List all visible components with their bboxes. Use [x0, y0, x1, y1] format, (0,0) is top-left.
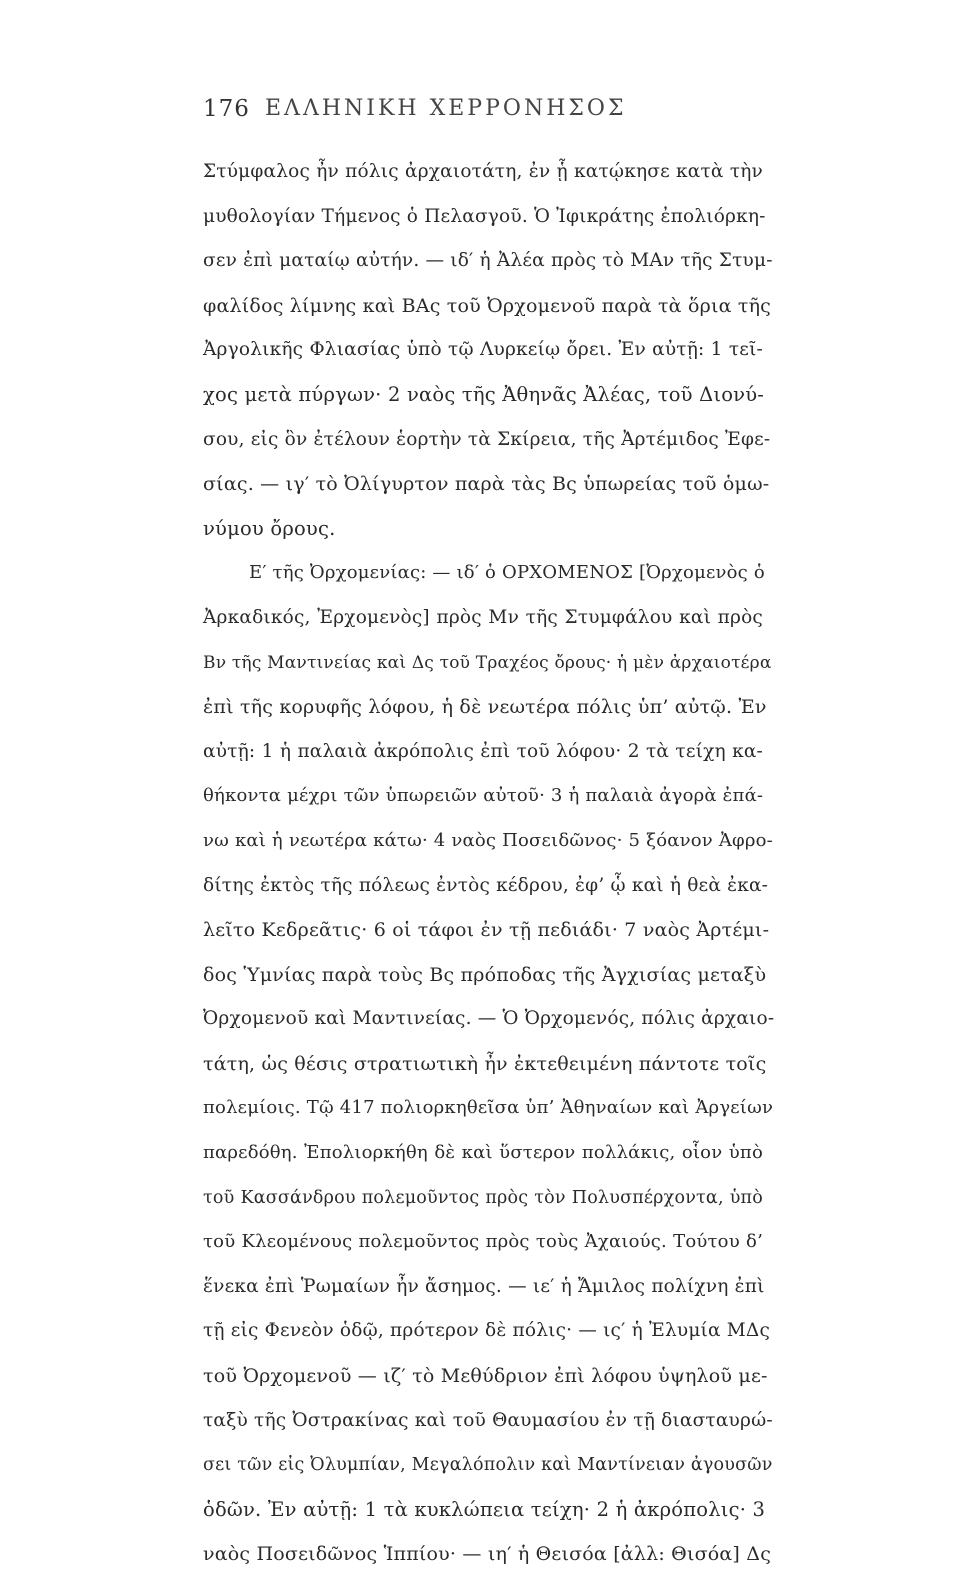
page-header: [203, 96, 763, 136]
text-line: τοῦ Κλεομένους πολεμοῦντος πρὸς τοὺς Ἀχαιούς. Τούτου δ’: [203, 1231, 763, 1253]
text-line: σει τῶν εἰς Ὀλυμπίαν, Μεγαλόπολιν καὶ Μαντίνειαν ἀγουσῶν: [203, 1455, 773, 1476]
text-line: Βν τῆς Μαντινείας καὶ Δς τοῦ Τραχέος ὄρους· ἡ μὲν ἀρχαιοτέρα: [203, 652, 772, 673]
running-title: ΕΛΛΗΝΙΚΗ ΧΕΡΡΟΝΗΣΟΣ: [265, 96, 627, 121]
text-line: Ἀργολικῆς Φλιασίας ὑπὸ τῷ Λυρκείῳ ὄρει. Ἐν αὐτῇ: 1 τεῖ-: [203, 339, 763, 361]
text-line: ναὸς Ποσειδῶνος Ἱππίου· — ιη′ ἡ Θεισόα [ἀλλ: Θισόα] Δς: [203, 1543, 772, 1566]
text-line: Ὀρχομενοῦ καὶ Μαντινείας. — Ὁ Ὀρχομενός, πόλις ἀρχαιο-: [203, 1008, 775, 1030]
text-line: παρεδόθη. Ἐπολιορκήθη δὲ καὶ ὕστερον πολλάκις, οἷον ὑπὸ: [203, 1142, 763, 1164]
text-line: λεῖτο Κεδρεᾶτις· 6 οἱ τάφοι ἐν τῇ πεδιάδι· 7 ναὸς Ἀρτέμι-: [203, 919, 770, 942]
text-line: τοῦ Κασσάνδρου πολεμοῦντος πρὸς τὸν Πολυσπέρχοντα, ὑπὸ: [203, 1187, 763, 1208]
text-line: Ἀρκαδικός, Ἐρχομενὸς] πρὸς Μν τῆς Στυμφάλου καὶ πρὸς: [203, 606, 763, 628]
text-line: τῇ εἰς Φενεὸν ὁδῷ, πρότερον δὲ πόλις· — ις′ ἡ Ἐλυμία ΜΔς: [203, 1320, 771, 1342]
text-line: μυθολογίαν Τήμενος ὁ Πελασγοῦ. Ὁ Ἰφικράτης ἐπολιόρκη-: [203, 205, 766, 227]
text-line: σίας. — ιγ′ τὸ Ὀλίγυρτον παρὰ τὰς Βς ὑπωρείας τοῦ ὁμω-: [203, 473, 770, 496]
text-line: δος Ὑμνίας παρὰ τοὺς Βς πρόποδας τῆς Ἀγχισίας μεταξὺ: [203, 963, 767, 986]
text-line: τοῦ Ὀρχομενοῦ — ιζ′ τὸ Μεθύδριον ἐπὶ λόφου ὑψηλοῦ με-: [203, 1365, 768, 1388]
text-line: τάτη, ὡς θέσις στρατιωτικὴ ἦν ἐκτεθειμένη πάντοτε τοῖς: [203, 1052, 767, 1075]
text-line: δίτης ἐκτὸς τῆς πόλεως ἐντὸς κέδρου, ἐφ’ ᾧ καὶ ἡ θεὰ ἐκα-: [203, 874, 769, 896]
text-line: πολεμίοις. Τῷ 417 πολιορκηθεῖσα ὑπ’ Ἀθηναίων καὶ Ἀργείων: [203, 1097, 774, 1119]
text-line: αὐτῇ: 1 ἡ παλαιὰ ἀκρόπολις ἐπὶ τοῦ λόφου· 2 τὰ τείχη κα-: [203, 740, 763, 762]
text-line: ἐπὶ τῆς κορυφῆς λόφου, ἡ δὲ νεωτέρα πόλις ὑπ’ αὐτῷ. Ἐν: [203, 696, 767, 719]
text-line: θήκοντα μέχρι τῶν ὑπωρειῶν αὐτοῦ· 3 ἡ παλαιὰ ἀγορὰ ἐπά-: [203, 785, 764, 807]
text-line: Στύμφαλος ἦν πόλις ἀρχαιοτάτη, ἐν ᾗ κατῴκησε κατὰ τὴν: [203, 161, 763, 182]
text-line: νω καὶ ἡ νεωτέρα κάτω· 4 ναὸς Ποσειδῶνος· 5 ξόανον Ἀφρο-: [203, 829, 773, 851]
text-line: χος μετὰ πύργων· 2 ναὸς τῆς Ἀθηνᾶς Ἀλέας, τοῦ Διονύ-: [203, 382, 765, 406]
text-line: ταξὺ τῆς Ὀστρακίνας καὶ τοῦ Θαυμασίου ἐν τῇ διασταυρώ-: [203, 1409, 773, 1431]
text-line: σεν ἐπὶ ματαίῳ αὐτήν. — ιδ′ ἡ Ἀλέα πρὸς τὸ ΜΑν τῆς Στυμ-: [203, 250, 773, 272]
text-line: σου, εἰς ὃν ἐτέλουν ἑορτὴν τὰ Σκίρεια, τῆς Ἀρτέμιδος Ἐφε-: [203, 428, 771, 450]
text-line: φαλίδος λίμνης καὶ ΒΑς τοῦ Ὀρχομενοῦ παρὰ τὰ ὅρια τῆς: [203, 294, 772, 317]
text-line: ἕνεκα ἐπὶ Ῥωμαίων ἦν ἄσημος. — ιε′ ἡ Ἄμιλος πολίχνη ἐπὶ: [203, 1275, 765, 1297]
paragraph-start-line: Ε′ τῆς Ὀρχομενίας: — ιδ′ ὁ ΟΡΧΟΜΕΝΟΣ [Ὀρχομενὸς ὁ: [249, 562, 765, 584]
text-line: νύμου ὄρους.: [203, 516, 336, 540]
body-text: [203, 150, 775, 1577]
text-line: ὁδῶν. Ἐν αὐτῇ: 1 τὰ κυκλώπεια τείχη· 2 ἡ ἀκρόπολις· 3: [203, 1497, 766, 1521]
page-number: 176: [203, 96, 250, 122]
